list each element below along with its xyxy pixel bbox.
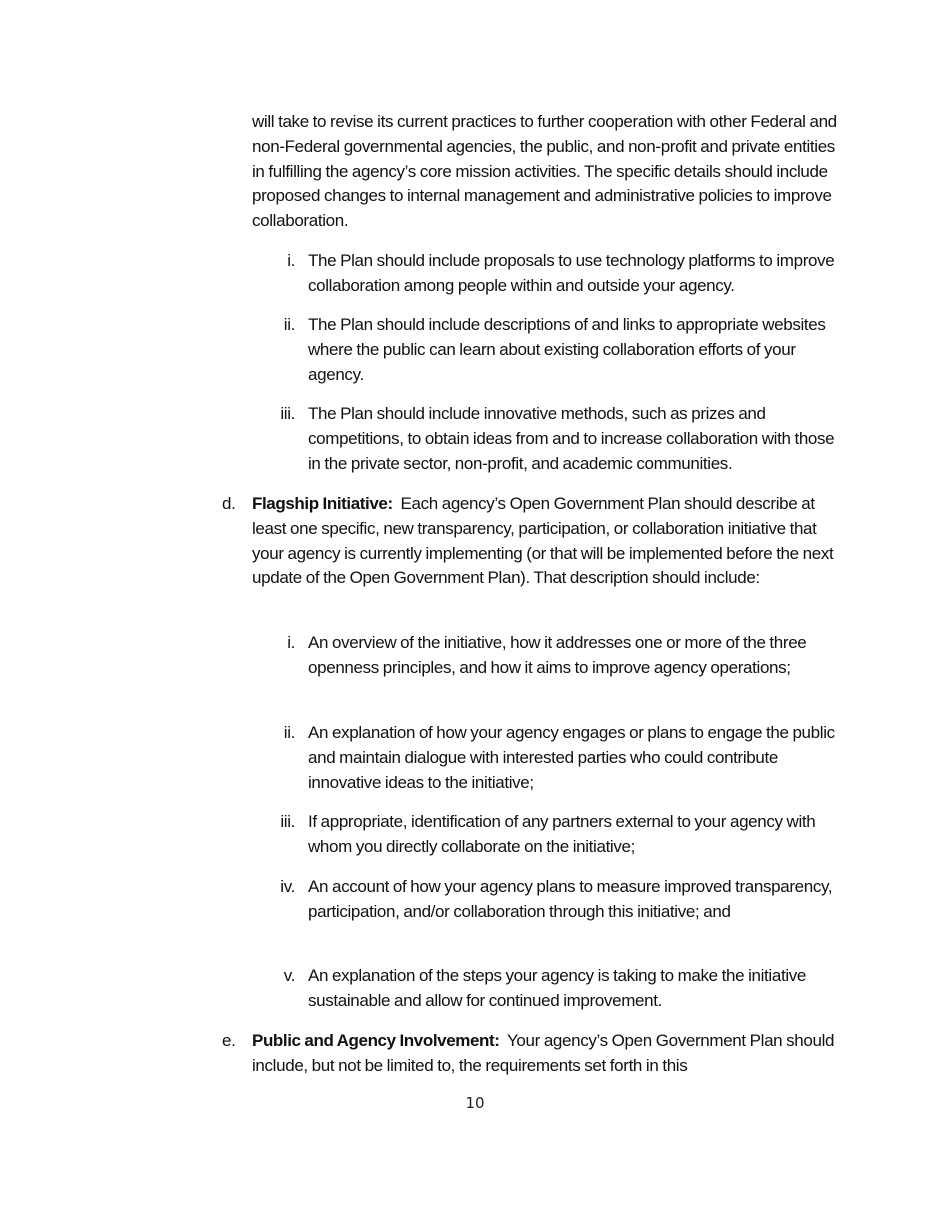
list-marker: v. [283, 966, 295, 985]
list-item-text: An overview of the initiative, how it addresses one or more of the three openness principles, and how it aims to improve agency operations; [308, 633, 807, 677]
list-item-text: The Plan should include descriptions of and links to appropriate websites where the public can learn about existing collaboration efforts of your agency. [308, 315, 826, 384]
list-item-text: The Plan should include proposals to use technology platforms to improve collaboration among people within and outside your agency. [308, 251, 835, 295]
section-text: Your agency’s Open Government Plan should include, but not be limited to, the requirements set forth in this [252, 1031, 835, 1075]
list-marker: iv. [280, 877, 295, 896]
list-item-text: If appropriate, identification of any partners external to your agency with whom you directly collaborate on the initiative; [308, 812, 816, 856]
list-marker: iii. [280, 812, 295, 831]
section-marker: e. [222, 1031, 236, 1050]
page-number: 10 [465, 1094, 485, 1112]
section-heading: Flagship Initiative: [252, 494, 393, 513]
list-item-text: An explanation of how your agency engages or plans to engage the public and maintain dialogue with interested parties who could contribute innovative ideas to the initiative; [308, 723, 835, 792]
list-marker: ii. [283, 315, 295, 334]
list-marker: i. [287, 251, 295, 270]
list-marker: ii. [283, 723, 295, 742]
list-item-text: An account of how your agency plans to measure improved transparency, participation, and/or collaboration through this initiative; and [308, 877, 833, 921]
section-body [252, 1029, 847, 1079]
section-body [252, 492, 847, 591]
list-item-text: The Plan should include innovative methods, such as prizes and competitions, to obtain ideas from and to increase collaboration with those in the private sector, non-profit, and academic communities. [308, 404, 835, 473]
intro-paragraph: will take to revise its current practices to further cooperation with other Federal and non-Federal governmental agencies, the public, and non-profit and private entities in fulfilling the agency’s core mission activities. The specific details should include proposed changes to internal management and administrative policies to improve collaboration. [252, 112, 837, 231]
list-item-text: An explanation of the steps your agency is taking to make the initiative sustainable and allow for continued improvement. [308, 966, 807, 1010]
section-heading: Public and Agency Involvement: [252, 1031, 500, 1050]
list-marker: i. [287, 633, 295, 652]
list-marker: iii. [280, 404, 295, 423]
section-marker: d. [222, 494, 236, 513]
section-text: Each agency’s Open Government Plan should describe at least one specific, new transparency, participation, or collaboration initiative that your agency is currently implementing (or that will be implemented before the next update of the Open Government Plan). That description should include: [252, 494, 834, 588]
